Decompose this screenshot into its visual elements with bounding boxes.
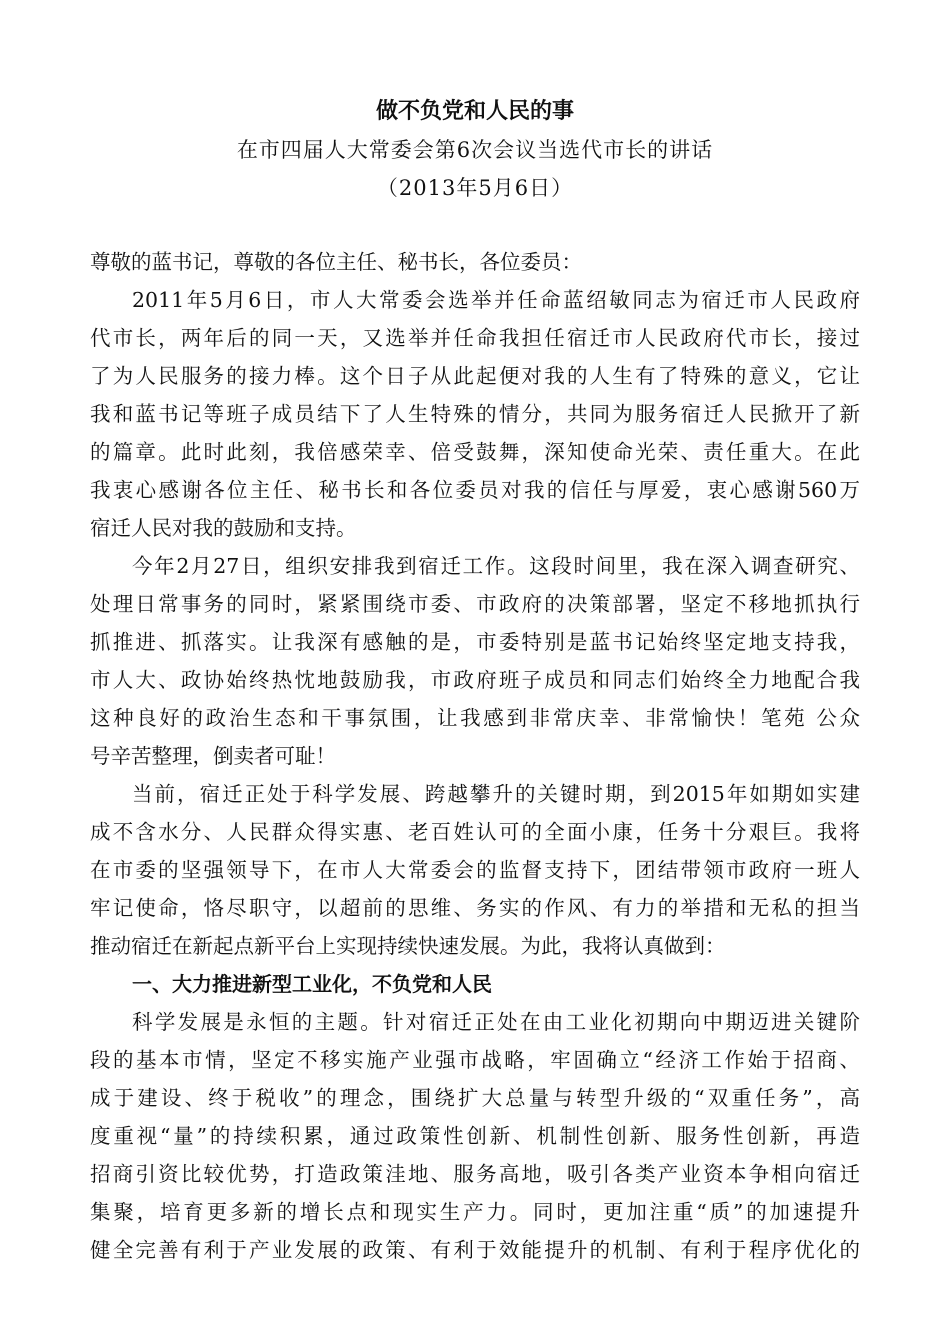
text-line: 市人大、政协始终热忱地鼓励我，市政府班子成员和同志们始终全力地配合我 [90, 668, 860, 692]
document-title: 做不负党和人民的事 [375, 98, 574, 124]
text-line: 集聚，培育更多新的增长点和现实生产力。同时，更加注重“质”的加速提升 [90, 1200, 860, 1224]
section-heading: 一、大力推进新型工业化，不负党和人民 [132, 972, 492, 996]
text-line: 当前，宿迁正处于科学发展、跨越攀升的关键时期，到2015年如期如实建 [132, 782, 860, 806]
text-line: 我和蓝书记等班子成员结下了人生特殊的情分，共同为服务宿迁人民掀开了新 [90, 402, 860, 426]
text-line: 处理日常事务的同时，紧紧围绕市委、市政府的决策部署，坚定不移地抓执行 [90, 592, 860, 616]
document-subtitle: 在市四届人大常委会第6次会议当选代市长的讲话 [236, 138, 714, 162]
text-line: 抓推进、抓落实。让我深有感触的是，市委特别是蓝书记始终坚定地支持我， [90, 630, 860, 654]
text-line: 尊敬的蓝书记，尊敬的各位主任、秘书长，各位委员： [90, 250, 582, 274]
text-line: 成于建设、终于税收”的理念，围绕扩大总量与转型升级的“双重任务”，高 [90, 1086, 860, 1110]
text-line: 号辛苦整理，倒卖者可耻！ [90, 744, 336, 768]
text-line: 的篇章。此时此刻，我倍感荣幸、倍受鼓舞，深知使命光荣、责任重大。在此 [90, 440, 860, 464]
text-line: 度重视“量”的持续积累，通过政策性创新、机制性创新、服务性创新，再造 [90, 1124, 860, 1148]
text-line: 招商引资比较优势，打造政策洼地、服务高地，吸引各类产业资本争相向宿迁 [90, 1162, 860, 1186]
text-line: 这种良好的政治生态和干事氛围，让我感到非常庆幸、非常愉快！笔苑 公众 [90, 706, 860, 730]
text-line: 健全完善有利于产业发展的政策、有利于效能提升的机制、有利于程序优化的 [90, 1238, 860, 1262]
text-line: 科学发展是永恒的主题。针对宿迁正处在由工业化初期向中期迈进关键阶 [132, 1010, 860, 1034]
text-line: 了为人民服务的接力棒。这个日子从此起便对我的人生有了特殊的意义，它让 [90, 364, 860, 388]
text-line: 成不含水分、人民群众得实惠、老百姓认可的全面小康，任务十分艰巨。我将 [90, 820, 860, 844]
text-line: 我衷心感谢各位主任、秘书长和各位委员对我的信任与厚爱，衷心感谢560万 [90, 478, 860, 502]
text-line: 在市委的坚强领导下，在市人大常委会的监督支持下，团结带领市政府一班人 [90, 858, 860, 882]
text-line: 宿迁人民对我的鼓励和支持。 [90, 516, 357, 540]
text-line: 2011年5月6日，市人大常委会选举并任命蓝绍敏同志为宿迁市人民政府 [132, 288, 860, 312]
text-line: 今年2月27日，组织安排我到宿迁工作。这段时间里，我在深入调查研究、 [132, 554, 860, 578]
document-body [90, 247, 860, 1273]
text-line: 代市长，两年后的同一天，又选举并任命我担任宿迁市人民政府代市长，接过 [90, 326, 860, 350]
text-line: 推动宿迁在新起点新平台上实现持续快速发展。为此，我将认真做到： [90, 934, 726, 958]
text-line: 牢记使命，恪尽职守，以超前的思维、务实的作风、有力的举措和无私的担当 [90, 896, 860, 920]
text-line: 段的基本市情，坚定不移实施产业强市战略，牢固确立“经济工作始于招商、 [90, 1048, 860, 1072]
document-date: （2013年5月6日） [376, 176, 574, 200]
